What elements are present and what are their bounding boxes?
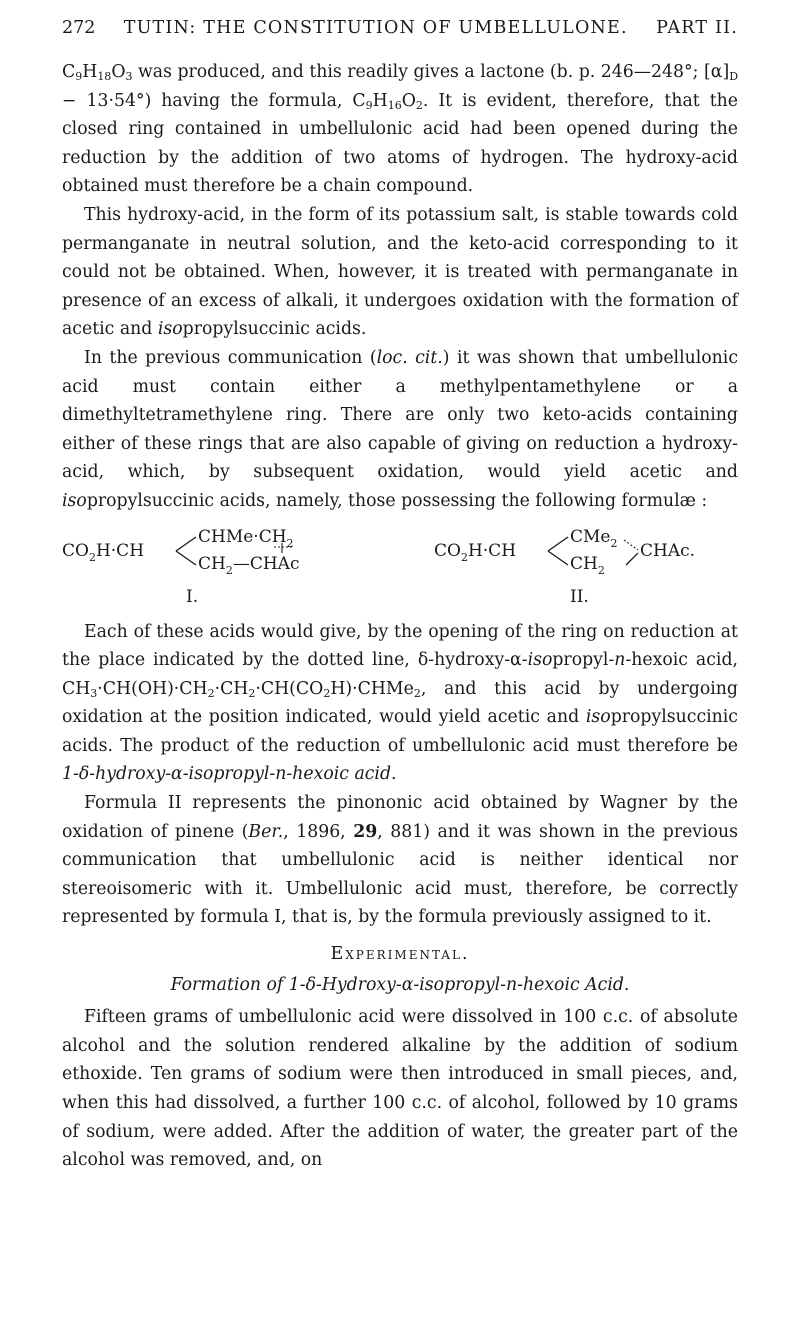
experimental-subheading: Formation of 1-δ-Hydroxy-α-isopropyl-n-hexoic Acid. — [170, 974, 630, 995]
running-title: TUTIN: THE CONSTITUTION OF UMBELLULONE. — [123, 18, 628, 38]
formula-two-right: CHAc. — [640, 540, 696, 561]
structural-formulas — [62, 520, 738, 616]
paragraph-reduction: Each of these acids would give, by the opening of the ring on reduction at the place indicated by the dotted line, δ-hydroxy-α-isopropyl-n-hexoic acid, $CH_3\cdot CH(OH)\cdot CH_2\cdot CH_2\cdot CH(CO_2H)\cdot CHMe_2$, and this acid by undergoing oxidation at the position indicated, would yield acetic and isopropylsuccinic acids. The product of the reduction of umbellulonic acid must therefore be 1-δ-hydroxy-α-isopropyl-n-hexoic acid. — [62, 621, 738, 785]
formula-one-bottom: $CH_2—CHAc$ — [198, 553, 300, 577]
formula-one-top: $CHMe\cdot CH_2$ — [198, 526, 294, 550]
paragraph-previous-communication: In the previous communication (loc. cit.) it was shown that umbellulonic acid must contain either a methylpentamethylene or a dimethyltetramethylene ring. There are only two keto-acids containing either of these rings that are also capable of giving on reduction a hydroxy-acid, which, by subsequent oxidation, would yield acetic and isopropylsuccinic acids, namely, those possessing the following formulæ : — [62, 347, 738, 511]
formula-two-top: CMe$_2$ — [570, 526, 618, 550]
formula-two — [434, 527, 695, 607]
formula-one-lower-bond — [176, 551, 196, 565]
part-label: PART II. — [656, 18, 738, 38]
formula-two-left: $CO_2H\cdot CH$ — [434, 540, 517, 564]
formula-diagram — [58, 520, 748, 616]
page-number: 272 — [62, 18, 96, 38]
paragraph-lactone: $C_9H_{18}O_3$ was produced, and this readily gives a lactone (b. p. 246—248°; $[\alpha]_D - 13\cdot 54^\circ$) having the formula, $C_9H_{16}O_2$. It is evident, therefore, that the closed ring contained in umbellulonic acid had been opened during the reduction by the addition of two atoms of hydrogen. The hydroxy-acid obtained must therefore be a chain compound. — [62, 62, 739, 197]
paragraph-oxidation: This hydroxy-acid, in the form of its potassium salt, is stable towards cold permanganate in neutral solution, and the keto-acid corresponding to it could not be obtained. When, however, it is treated with permanganate in presence of an excess of alkali, it undergoes oxidation with the formation of acetic and isopropylsuccinic acids. — [62, 204, 738, 340]
formula-one-label: I. — [186, 586, 199, 607]
formula-two-label: II. — [570, 586, 589, 607]
experimental-heading: Experimental. — [330, 944, 470, 965]
running-header — [62, 18, 738, 38]
formula-two-bottom: $CH_2$ — [570, 553, 605, 577]
formula-two-lower-bond — [548, 551, 568, 565]
formula-two-upper-bond — [548, 537, 568, 551]
formula-two-dotted-line — [624, 540, 638, 550]
formula-two-lower-ring-bond — [626, 553, 638, 565]
formula-one-left: $CO_2H\cdot CH$ — [62, 540, 145, 564]
page — [62, 18, 738, 1175]
formula-one-upper-bond — [176, 537, 196, 551]
paragraph-procedure: Fifteen grams of umbellulonic acid were dissolved in 100 c.c. of absolute alcohol and the solution rendered alkaline by the addition of sodium ethoxide. Ten grams of sodium were then introduced in small pieces, and, when this had dissolved, a further 100 c.c. of alcohol, followed by 10 grams of sodium, were added. After the addition of water, the greater part of the alcohol was removed, and, on — [62, 1007, 738, 1171]
paragraph-pinononic-acid: Formula II represents the pinononic acid obtained by Wagner by the oxidation of pinene (Ber., 1896, 29, 881) and it was shown in the previous communication that umbellulonic acid is neither identical nor stereoisomeric with it. Umbellulonic acid must, therefore, be correctly represented by formula I, that is, by the formula previously assigned to it. — [62, 793, 738, 928]
formula-one — [62, 527, 299, 607]
